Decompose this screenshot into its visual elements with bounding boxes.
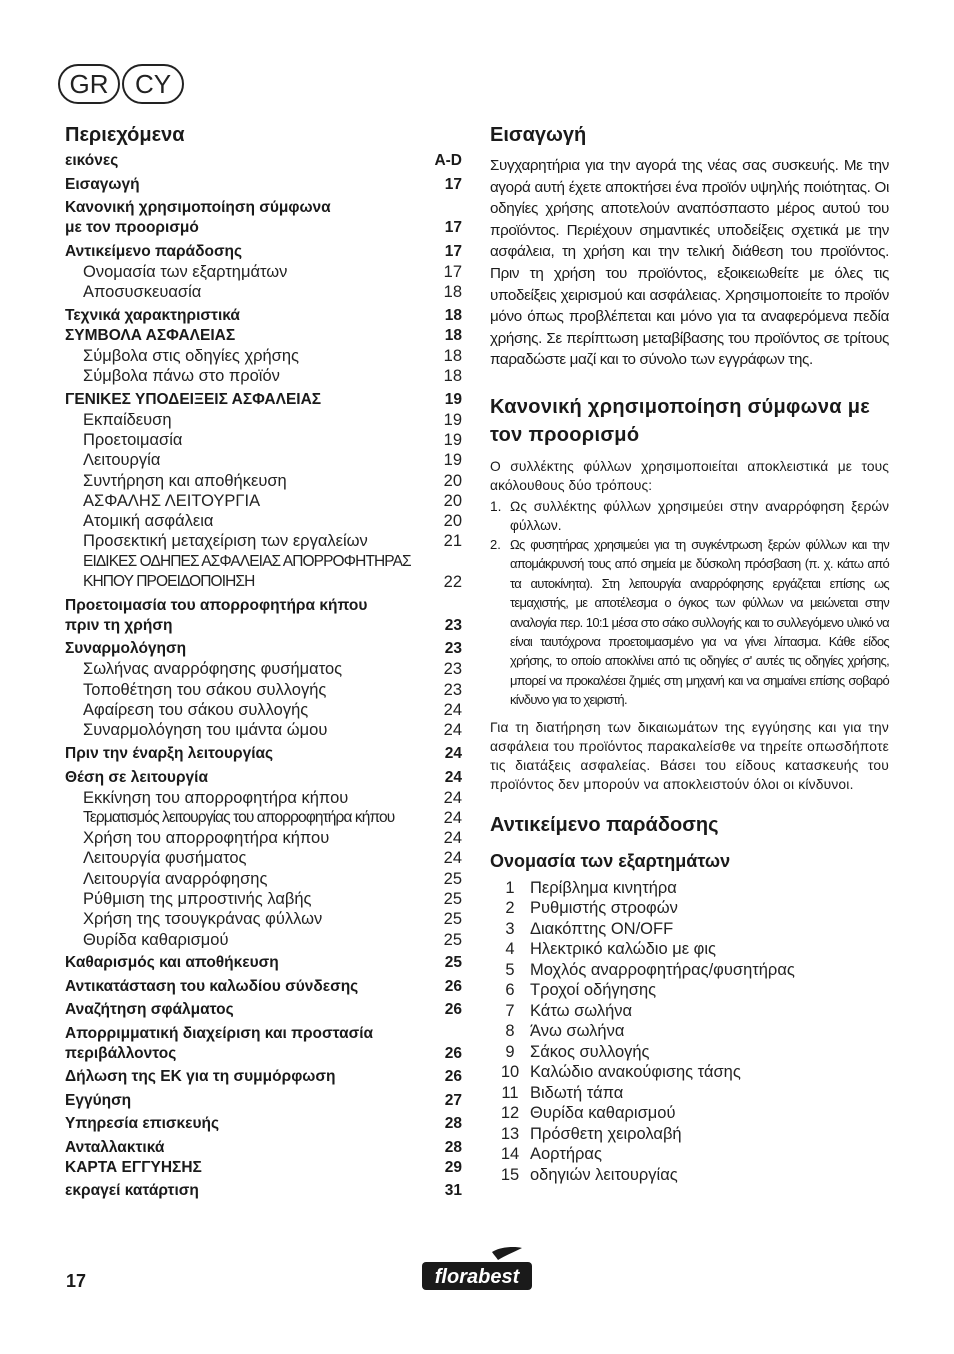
toc-entry-label: Εγγύηση [65,1091,132,1109]
delivery-title: Αντικείμενο παράδοσης [490,813,719,836]
toc-entry-page: 17 [444,219,462,236]
toc-entry-page: 26 [444,1044,462,1062]
toc-row [65,262,462,282]
toc-row [65,680,462,700]
toc-row [65,218,462,238]
toc-entry-page: 23 [443,660,462,679]
intro-title: Εισαγωγή [490,124,587,146]
toc-row [65,659,462,679]
toc-row [65,531,462,551]
toc-row [65,450,462,470]
toc-row [65,1138,462,1158]
toc-rows [65,151,462,1201]
toc-row [65,175,462,195]
toc-entry-label: Τοποθέτηση του σάκου συλλογής [83,680,327,699]
toc-row [65,572,462,592]
florabest-logo [422,1246,532,1292]
toc-entry-label: ΕΙΔΙΚΕΣ ΟΔΗΠΕΣ ΑΣΦΑΛΕΙΑΣ ΑΠΟΡΡΟΦΗΤΗΡΑΣ [83,552,411,570]
toc-row [65,1000,462,1020]
part-number: 3 [505,919,515,938]
intro-text: Συγχαρητήρια για την αγορά της νέας σας συσκευής. Με την αγορά αυτή έχετε αποκτήσει ένα προϊόν υψηλής ποιότητας. Οι οδηγίες χρήσης αποτελούν αναπόσπαστο μέρος αυτού του προϊόντος. Περιέχουν σημαντικές υποδείξεις σχετικά με την ασφάλεια, τη χρήση και την τελική διάθεση του προϊόντος. Πριν τη χρήση του προϊόντος, εξοικειωθείτε με όλες τις υποδείξεις χειρισμού και ασφάλειας. Χρησιμοποιείτε το προϊόν μόνο όπως προβλέπεται και μόνο για τα αναφερόμενα πεδία χρήσης. Σε περίπτωση μεταβίβασης του προϊόντος σε τρίτους παραδώστε μαζί και το σύνολο των εγγράφων της. [490,157,889,369]
toc-entry-page: 24 [443,849,462,868]
toc-entry-label: Λειτουργία αναρρόφησης [83,869,268,888]
toc-entry-label: Κανονική χρησιμοποίηση σύμφωνα [65,199,331,216]
part-number: 12 [500,1104,520,1123]
part-number: 4 [505,940,515,959]
toc-entry-label: Συναρμολόγηση του ιμάντα ώμου [83,721,328,740]
toc-entry-page: 17 [444,242,462,260]
toc-entry-label: Εισαγωγή [65,175,140,193]
toc-entry-page: 24 [443,721,462,740]
part-number: 7 [505,1001,515,1020]
toc-entry-page: 19 [444,390,462,408]
toc-entry-label: με τον προορισμό [65,219,199,236]
part-label: Μοχλός αναρροφητήρας/φυσητήρας [530,960,795,979]
toc-row [65,390,462,410]
toc-entry-page: 24 [443,788,462,807]
toc-row [65,242,462,262]
toc-entry-page: 24 [443,700,462,719]
intended-use-item [490,497,889,535]
part-item [490,1124,889,1145]
toc-entry-page: 31 [444,1182,462,1200]
toc-entry-label: Προετοιμασία [83,430,183,449]
list-text: Ως συλλέκτης φύλλων χρησιμεύει στην αναρρόφηση ξερών φύλλων. [510,498,889,533]
toc-row [65,1114,462,1134]
part-label: Ρυθμιστής στροφών [530,899,678,918]
toc-entry-page: 23 [443,680,462,699]
toc-entry-label: Αντικείμενο παράδοσης [65,242,243,260]
part-number: 11 [501,1083,519,1102]
toc-row [65,326,462,346]
toc-entry-label: Ατομική ασφάλεια [83,512,214,531]
part-label: Διακόπτης ON/OFF [530,919,674,938]
toc-entry-label: ΣΥΜΒΟΛΑ ΑΣΦΑΛΕΙΑΣ [65,326,236,344]
part-label: Άνω σωλήνα [530,1022,625,1041]
toc-entry-page: 18 [443,366,462,385]
toc-entry-label: Εκπαίδευση [83,410,172,429]
toc-row [65,909,462,929]
toc-entry-label: Δήλωση της ΕΚ για τη συμμόρφωση [65,1068,336,1086]
parts-subtitle: Ονομασία των εξαρτημάτων [490,850,731,871]
toc-row [65,1044,462,1064]
toc-row [65,552,462,572]
part-item [490,1001,889,1022]
part-number: 5 [505,960,515,979]
toc-entry-label: Ονομασία των εξαρτημάτων [83,262,288,281]
part-item [490,898,889,919]
toc-entry-page: 20 [443,491,462,510]
part-item [490,1083,889,1104]
toc-row [65,639,462,659]
toc-row [65,953,462,973]
toc-entry-page: 20 [443,471,462,490]
part-item [490,939,889,960]
toc-entry-label: Θέση σε λειτουργία [65,768,208,786]
part-number: 10 [500,1063,520,1082]
logo-leaf-icon [492,1247,522,1260]
intended-use-title: Κανονική χρησιμοποίηση σύμφωνα με τον προορισμό [490,395,871,446]
part-label: Πρόσθετη χειρολαβή [530,1124,682,1143]
toc-row [65,1158,462,1178]
toc-entry-page: 25 [443,890,462,909]
toc-entry-label: Τεχνικά χαρακτηριστικά [65,306,240,324]
intended-use-list [490,497,889,710]
part-label: Περίβλημα κινητήρα [530,878,677,897]
toc-entry-label: ΚΑΡΤΑ ΕΓΓΥΗΣΗΣ [65,1158,202,1176]
toc-row [65,930,462,950]
language-badges [58,64,184,104]
intended-use-closing: Για τη διατήρηση των δικαιωμάτων της εγγύησης και για την ασφάλεια του προϊόντος παρακαλείσθε να τηρείτε οπωσδήποτε τις διατάξεις ασφαλείας. Βάσει του είδους κατασκευής του προϊόντος δεν μπορούν να αποκλειστούν όλοι οι κίνδυνοι. [490,719,889,792]
list-text: Ως φυσητήρας χρησιμεύει για τη συγκέντρωση ξερών φύλλων και την απομάκρυνσή τους από σημεία με δύσκολη πρόσβαση (π. χ. κάτω από τα αυτοκίνητα). Στη λειτουργία αναρρόφησης εργάζεται επίσης ως τεμαχιστής, με αποτέλεσμα ο όγκος των φύλλων να μειώνεται στην αναλογία περ. 10:1 μέσα στο σάκο συλλογής και το συλλεγόμενο υλικό να είναι ταυτόχρονα προετοιμασμένο για να γίνει λίπασμα. Κάθε είδος χρήσης, το οποίο αποκλίνει από τις οδηγίες σ' αυτές τις οδηγίες χρήσης, μπορεί να προκαλέσει ζημιές στη μηχανή και να σημαίνει επίσης σοβαρό κίνδυνο για το χειριστή. [510,536,889,708]
language-badge-gr: GR [58,64,120,104]
toc-row [65,848,462,868]
toc-row [65,788,462,808]
part-item [490,878,889,899]
part-item [490,1021,889,1042]
toc-row [65,511,462,531]
part-label: Καλώδιο ανακούφισης τάσης [530,1063,741,1082]
toc-entry-page: 24 [444,768,462,786]
toc-entry-page: 28 [444,1138,462,1156]
language-badge-cy: CY [122,64,184,104]
list-number: 2. [490,536,501,552]
part-number: 2 [505,899,515,918]
toc-entry-page: 27 [444,1091,462,1109]
part-label: Θυρίδα καθαρισμού [530,1104,676,1123]
toc-row [65,1067,462,1087]
part-item [490,980,889,1001]
toc-row [65,808,462,828]
toc-entry-page: 22 [443,573,462,592]
part-number: 13 [500,1124,520,1143]
toc-entry-label: Αφαίρεση του σάκου συλλογής [83,700,309,719]
toc-entry-page: 18 [443,346,462,365]
logo-wordmark: florabest [434,1266,520,1288]
toc-entry-label: Αναζήτηση σφάλματος [65,1001,234,1019]
toc-entry-label: Σωλήνας αναρρόφησης φυσήματος [83,660,343,679]
toc-row [65,151,462,171]
toc-entry-page: 25 [443,930,462,949]
toc-row [65,366,462,386]
toc-entry-page: 19 [443,410,462,429]
toc-row [65,1024,462,1044]
toc-row [65,346,462,366]
main-content [490,124,889,1185]
toc-entry-label: Χρήση της τσουγκράνας φύλλων [83,910,323,929]
toc-entry-page: 24 [443,829,462,848]
intended-use-item [490,535,889,710]
table-of-contents [65,124,462,1201]
part-label: Σάκος συλλογής [530,1042,650,1061]
toc-entry-label: Σύμβολα στις οδηγίες χρήσης [83,346,299,365]
toc-entry-page: 29 [444,1158,462,1176]
toc-row [65,410,462,430]
toc-entry-page: 21 [443,532,462,551]
toc-entry-page: 18 [444,326,462,344]
toc-row [65,720,462,740]
toc-entry-page: A-D [434,152,462,169]
toc-entry-label: πριν τη χρήση [65,616,173,634]
toc-entry-page: 17 [443,262,462,281]
part-label: Ηλεκτρικό καλώδιο με φις [530,940,716,959]
toc-entry-page: 19 [443,451,462,470]
toc-entry-page: 25 [444,954,462,972]
toc-row [65,889,462,909]
intended-use-lead: Ο συλλέκτης φύλλων χρησιμοποιείται αποκλειστικά με τους ακόλουθους δύο τρόπους: [490,458,889,493]
page-number: 17 [66,1271,87,1291]
toc-entry-page: 20 [443,512,462,531]
toc-entry-page: 19 [443,430,462,449]
toc-entry-label: Προετοιμασία του απορροφητήρα κήπου [65,596,368,614]
toc-entry-page: 23 [444,640,462,658]
part-number: 1 [505,878,515,897]
part-label: οδηγιών λειτουργίας [530,1165,678,1184]
part-item [490,1144,889,1165]
part-item [490,919,889,940]
toc-row [65,1091,462,1111]
toc-entry-label: ΚΗΠΟΥ ΠΡΟΕΙΔΟΠΟΙΗΣΗ [83,573,255,591]
toc-entry-label: Αντικατάσταση του καλωδίου σύνδεσης [65,977,359,995]
list-number: 1. [490,498,502,514]
toc-row [65,869,462,889]
toc-row [65,198,462,218]
toc-row [65,977,462,997]
toc-entry-page: 24 [443,808,462,827]
toc-entry-page: 26 [444,1001,462,1019]
toc-row [65,471,462,491]
toc-entry-label: Λειτουργία [83,451,161,470]
part-number: 6 [505,981,515,1000]
toc-entry-page: 25 [443,869,462,888]
part-label: Τροχοί οδήγησης [530,981,657,1000]
toc-entry-page: 28 [444,1115,462,1133]
toc-row [65,430,462,450]
part-label: Αορτήρας [530,1145,602,1164]
toc-row [65,744,462,764]
toc-entry-label: Προσεκτική μεταχείριση των εργαλείων [83,532,368,551]
toc-entry-label: Χρήση του απορροφητήρα κήπου [83,829,330,848]
toc-entry-label: Υπηρεσία επισκευής [65,1115,220,1133]
part-label: Κάτω σωλήνα [530,1001,633,1020]
toc-entry-label: ΓΕΝΙΚΕΣ ΥΠΟΔΕΙΞΕΙΣ ΑΣΦΑΛΕΙΑΣ [65,390,322,408]
toc-entry-label: Απορριμματική διαχείριση και προστασία [65,1024,374,1042]
toc-entry-page: 26 [444,977,462,995]
toc-entry-page: 17 [444,175,462,193]
toc-entry-label: Θυρίδα καθαρισμού [83,930,229,949]
toc-entry-label: Εκκίνηση του απορροφητήρα κήπου [83,788,349,807]
part-number: 8 [505,1022,515,1041]
part-item [490,1103,889,1124]
toc-row [65,596,462,616]
parts-list [490,878,889,1186]
toc-entry-label: Αποσυσκευασία [83,282,202,301]
toc-entry-page: 25 [443,910,462,929]
toc-entry-label: εικόνες [65,152,119,169]
part-number: 15 [500,1165,520,1184]
part-item [490,1042,889,1063]
toc-row [65,768,462,788]
part-item [490,960,889,981]
toc-row [65,491,462,511]
toc-entry-label: εκραγεί κατάρτιση [65,1182,199,1200]
part-number: 9 [505,1042,515,1061]
toc-row [65,306,462,326]
toc-entry-label: Πριν την έναρξη λειτουργίας [65,745,274,763]
toc-entry-page: 26 [444,1068,462,1086]
toc-row [65,828,462,848]
toc-row [65,282,462,302]
part-label: Βιδωτή τάπα [530,1083,624,1102]
toc-entry-label: Ρύθμιση της μπροστινής λαβής [83,890,312,909]
toc-title: Περιεχόμενα [65,124,185,146]
toc-entry-label: Τερματισμός λειτουργίας του απορροφητήρα κήπου [83,808,395,826]
toc-entry-label: Ανταλλακτικά [65,1138,165,1156]
toc-entry-label: περιβάλλοντος [65,1044,177,1062]
toc-entry-page: 24 [444,745,462,763]
toc-entry-label: Συναρμολόγηση [65,640,187,658]
toc-entry-label: Λειτουργία φυσήματος [83,849,247,868]
toc-entry-page: 23 [444,616,462,634]
toc-row [65,1181,462,1201]
part-number: 14 [500,1145,520,1164]
toc-entry-page: 18 [444,306,462,324]
toc-entry-label: Καθαρισμός και αποθήκευση [65,954,279,972]
part-item [490,1165,889,1186]
part-item [490,1062,889,1083]
toc-entry-label: ΑΣΦΑΛΗΣ ΛΕΙΤΟΥΡΓΙΑ [83,491,261,510]
toc-row [65,616,462,636]
toc-row [65,700,462,720]
toc-entry-page: 18 [443,282,462,301]
toc-entry-label: Σύμβολα πάνω στο προϊόν [83,366,280,385]
toc-entry-label: Συντήρηση και αποθήκευση [83,471,287,490]
